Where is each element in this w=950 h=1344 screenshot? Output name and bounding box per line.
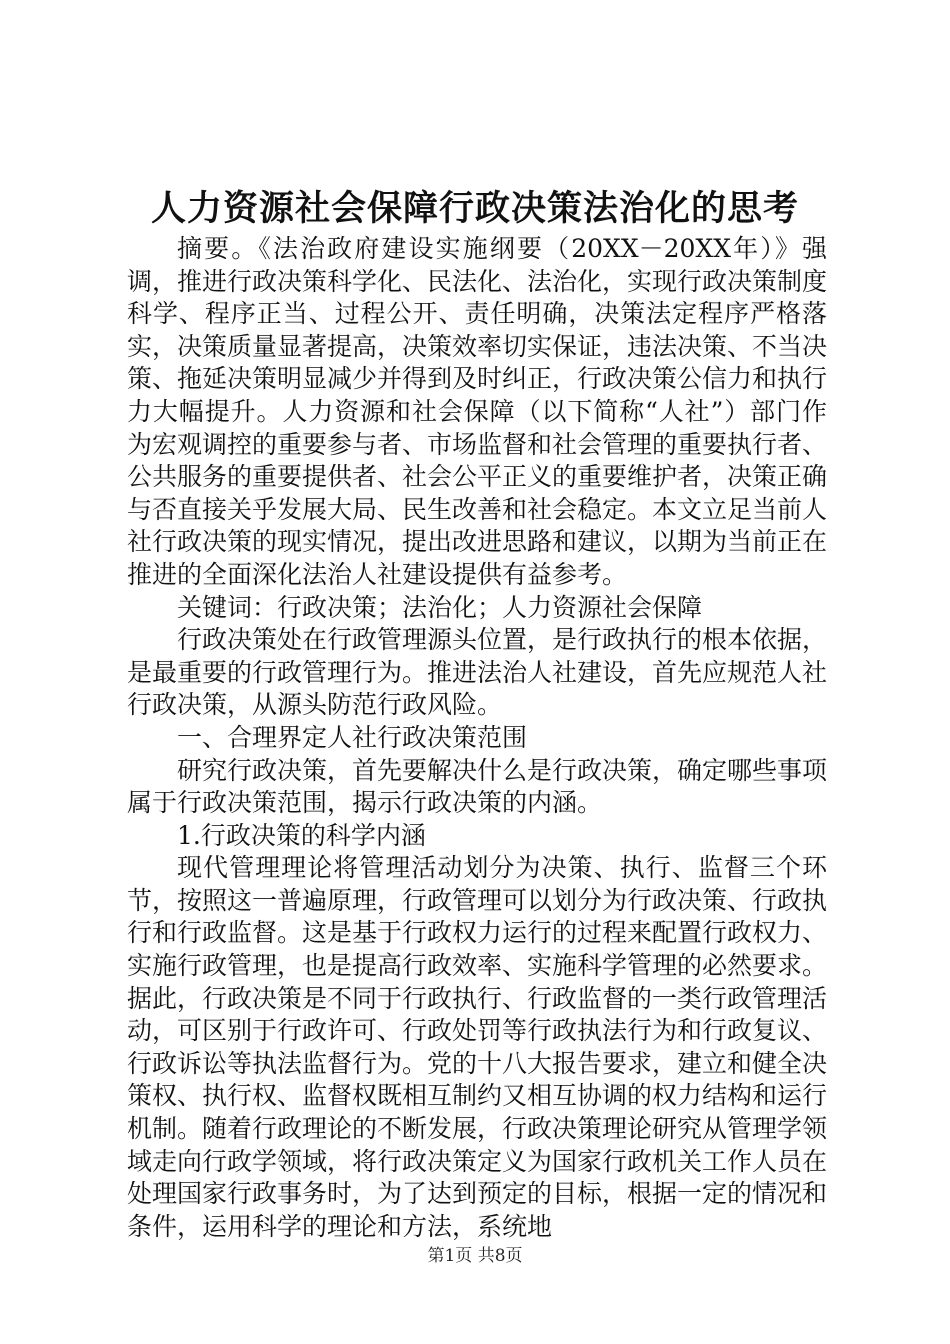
section-heading-1: 一、合理界定人社行政决策范围: [177, 722, 528, 752]
subsection-1-1-paragraph: 现代管理理论将管理活动划分为决策、执行、监督三个环节，按照这一普遍原理，行政管理可以划分为行政决策、行政执行和行政监督。这是基于行政权力运行的过程来配置行政权力、实施行政管理，也是提高行政效率、实施科学管理的必然要求。据此，行政决策是不同于行政执行、行政监督的一类行政管理活动，可区别于行政许可、行政处罚等行政执法行为和行政复议、行政诉讼等执法监督行为。党的十八大报告要求，建立和健全决策权、执行权、监督权既相互制约又相互协调的权力结构和运行机制。随着行政理论的不断发展，行政决策理论研究从管理学领域走向行政学领域，将行政决策定义为国家行政机关工作人员在处理国家行政事务时，为了达到预定的目标，根据一定的情况和条件，运用科学的理论和方法，系统地: [127, 853, 828, 1241]
subsection-heading-1-1: 1.行政决策的科学内涵: [177, 820, 426, 850]
section-1-paragraph: 研究行政决策，首先要解决什么是行政决策，确定哪些事项属于行政决策范围，揭示行政决策的内涵。: [127, 755, 828, 818]
document-body: [127, 233, 827, 1243]
abstract-paragraph: 摘要。《法治政府建设实施纲要（20XX－20XX年）》强调，推进行政决策科学化、民法化、法治化，实现行政决策制度科学、程序正当、过程公开、责任明确，决策法定程序严格落实，决策质量显著提高，决策效率切实保证，违法决策、不当决策、拖延决策明显减少并得到及时纠正，行政决策公信力和执行力大幅提升。人力资源和社会保障（以下简称“人社”）部门作为宏观调控的重要参与者、市场监督和社会管理的重要执行者、公共服务的重要提供者、社会公平正义的重要维护者，决策正确与否直接关乎发展大局、民生改善和社会稳定。本文立足当前人社行政决策的现实情况，提出改进思路和建议，以期为当前正在推进的全面深化法治人社建设提供有益参考。: [127, 234, 828, 589]
page-footer: 第1页 共8页: [427, 1246, 523, 1266]
keywords-paragraph: 关键词：行政决策；法治化；人力资源社会保障: [177, 592, 703, 622]
document-title: 人力资源社会保障行政决策法治化的思考: [150, 188, 799, 229]
intro-paragraph: 行政决策处在行政管理源头位置，是行政执行的根本依据，是最重要的行政管理行为。推进法治人社建设，首先应规范人社行政决策，从源头防范行政风险。: [127, 625, 828, 720]
